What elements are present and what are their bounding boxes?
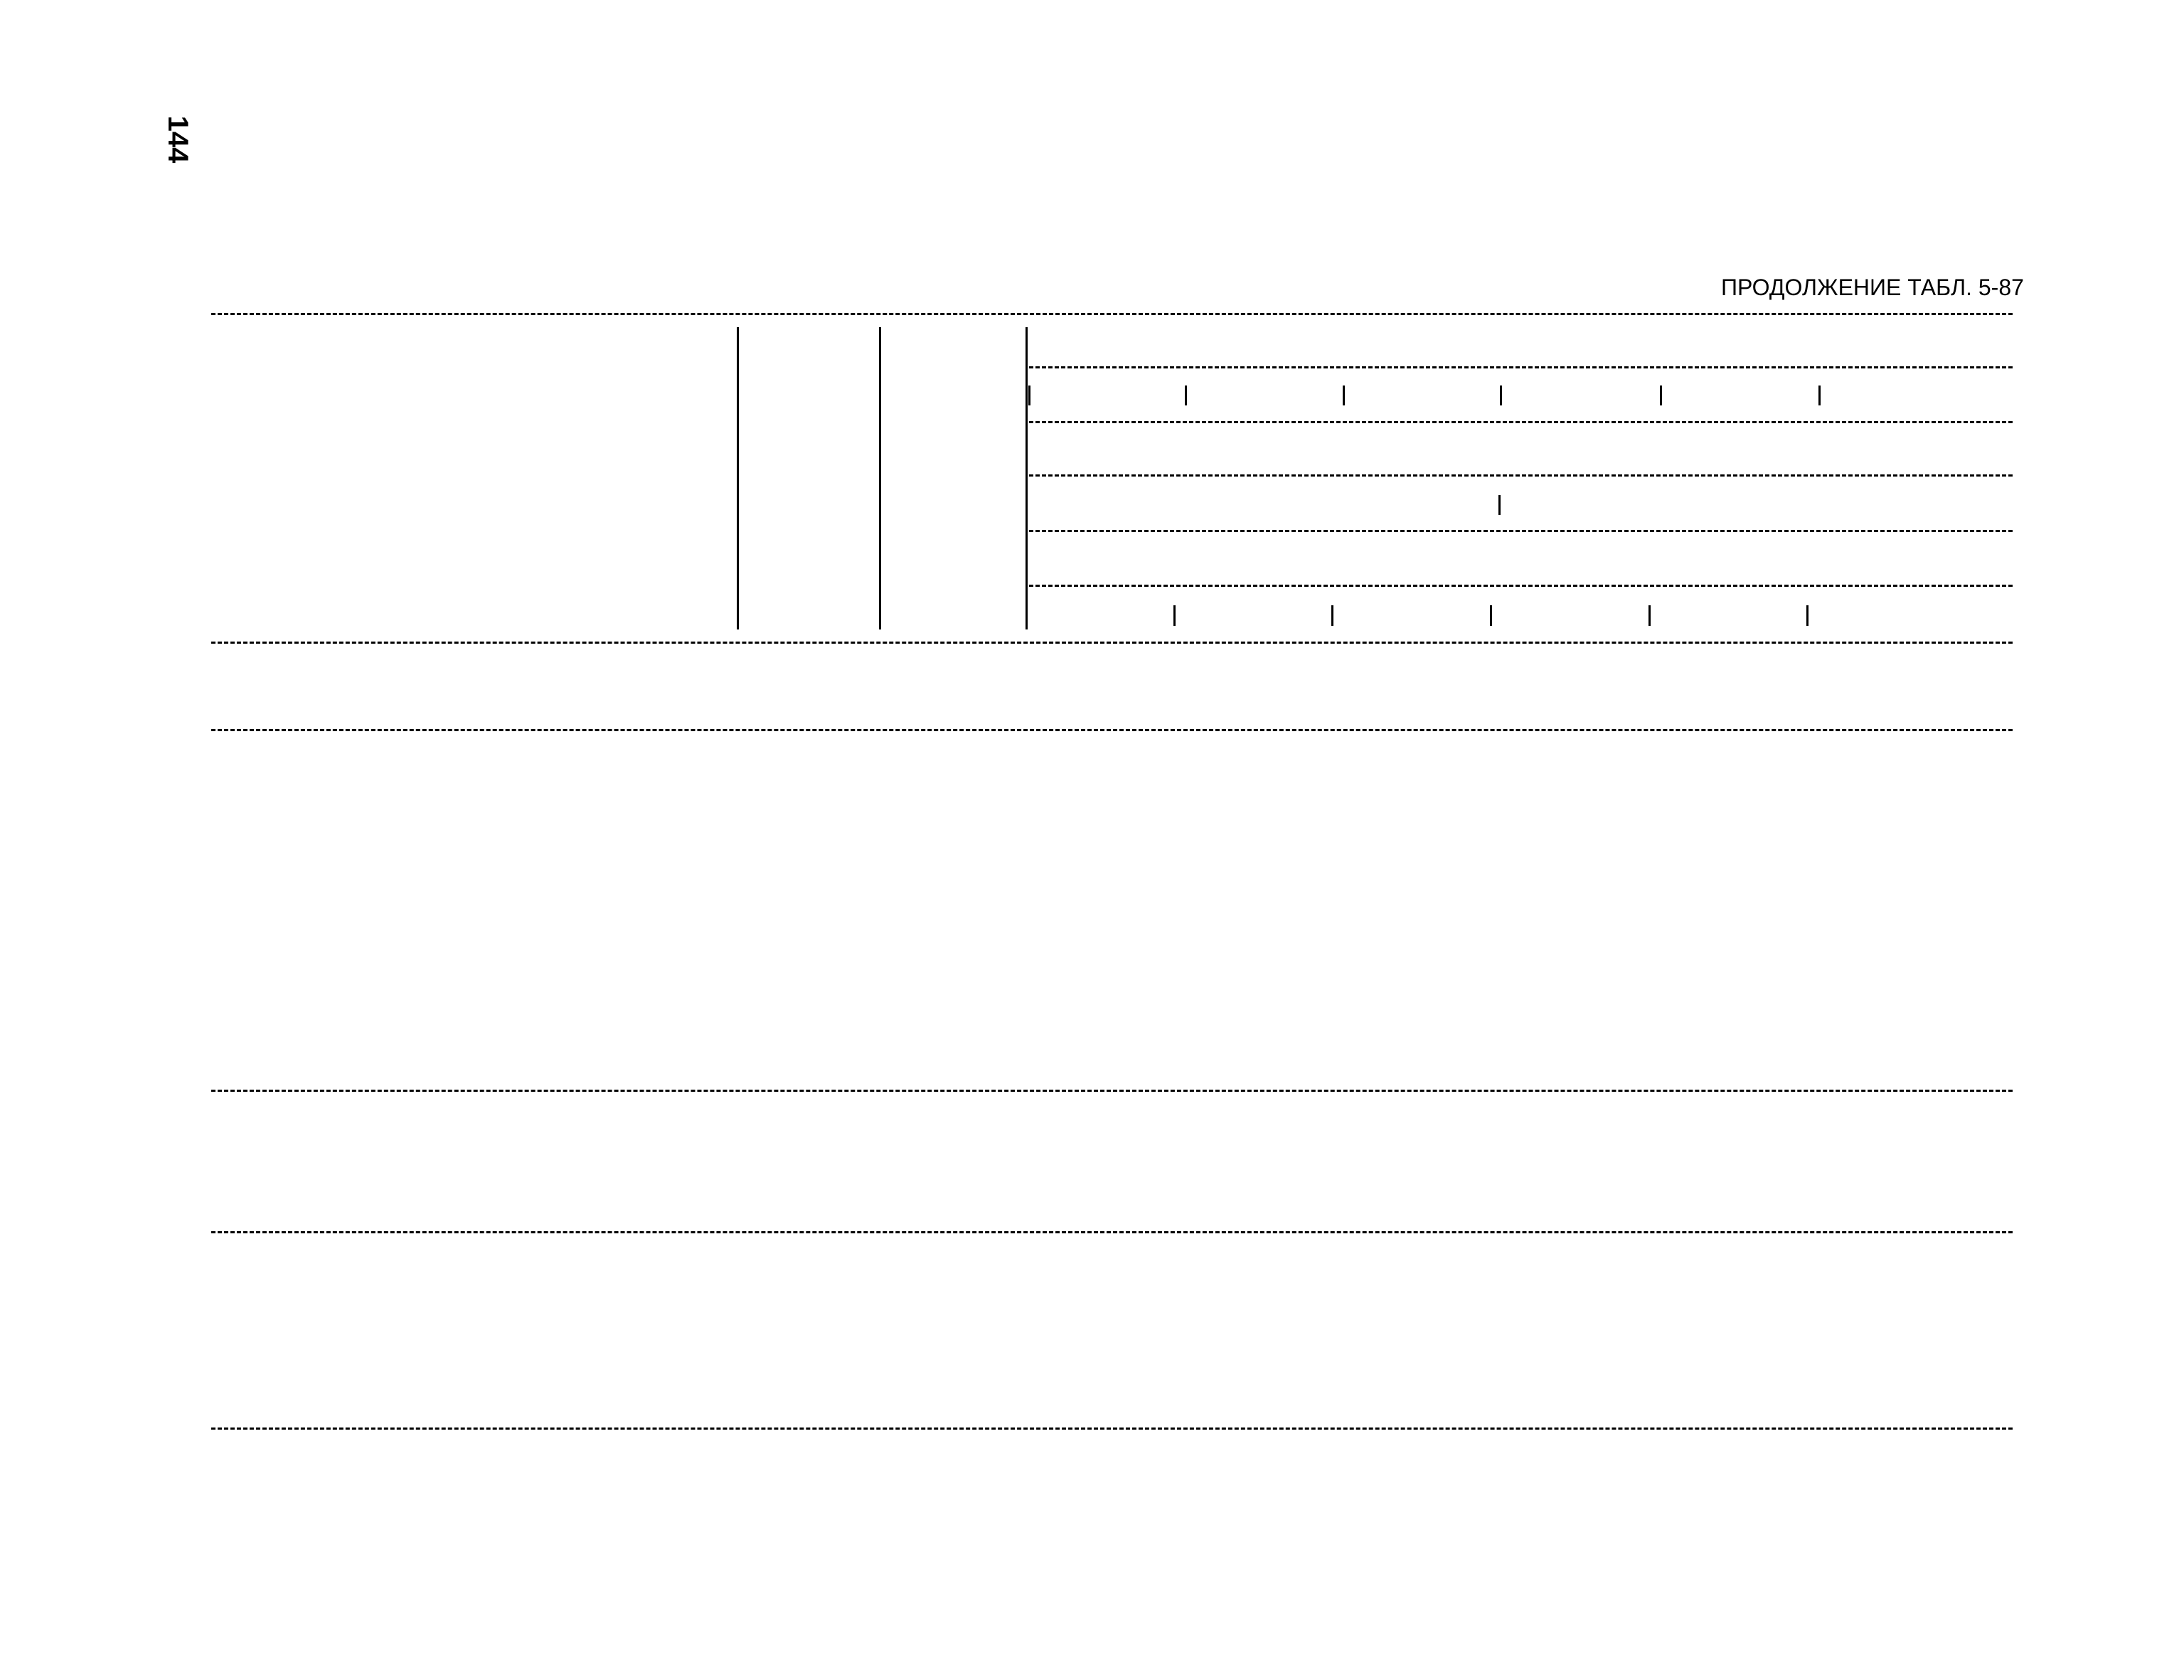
dashed-rule: [1029, 530, 2013, 532]
column-separator: [1660, 386, 1662, 405]
column-separator: [1026, 605, 1028, 626]
dashed-rule: [211, 642, 2013, 644]
column-separator: [1806, 605, 1809, 626]
column-separator: [1498, 495, 1501, 515]
column-separator: [1331, 605, 1333, 626]
dashed-rule: [211, 1231, 2013, 1233]
column-separator: [737, 327, 739, 629]
dashed-rule: [211, 313, 2013, 315]
column-separator: [1648, 605, 1651, 626]
column-separator: [1026, 327, 1028, 629]
dashed-rule: [211, 1428, 2013, 1430]
dashed-rule: [1029, 474, 2013, 477]
dashed-rule: [211, 1090, 2013, 1092]
table-caption: ПРОДОЛЖЕНИЕ ТАБЛ. 5-87: [1721, 275, 2024, 300]
column-separator: [879, 327, 881, 629]
column-separator: [1490, 605, 1492, 626]
column-separator: [1343, 386, 1345, 405]
dashed-rule: [1029, 421, 2013, 423]
column-separator: [1173, 605, 1176, 626]
page-number: 144: [162, 115, 193, 164]
dashed-rule: [1029, 585, 2013, 587]
column-separator: [1500, 386, 1502, 405]
column-separator: [1818, 386, 1821, 405]
dashed-rule: [211, 729, 2013, 731]
column-separator: [1185, 386, 1187, 405]
column-separator: [1028, 386, 1030, 405]
dashed-rule: [1029, 366, 2013, 368]
